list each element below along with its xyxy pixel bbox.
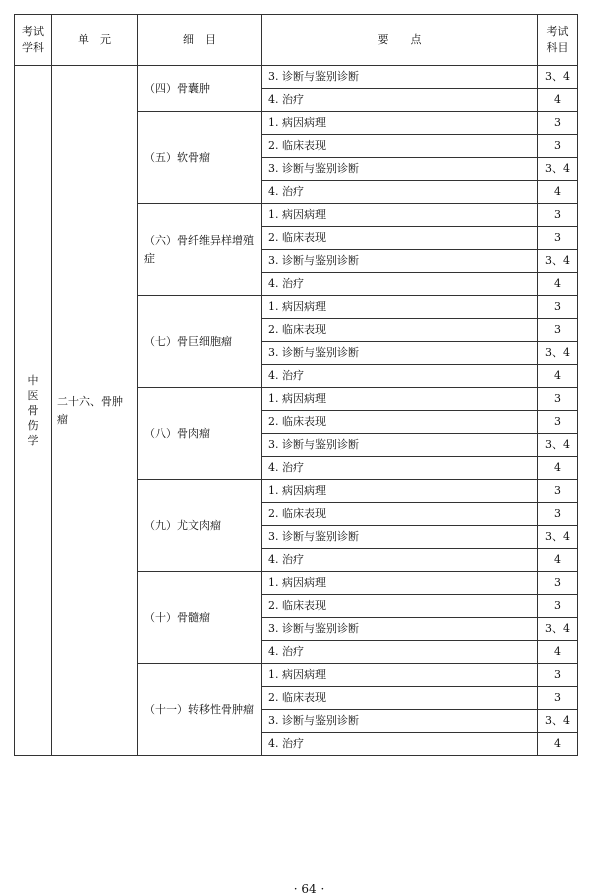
level-cell: 3、4	[538, 250, 578, 273]
level-cell: 3	[538, 296, 578, 319]
detail-cell: （四）骨囊肿	[138, 66, 262, 112]
syllabus-page	[14, 14, 577, 896]
table-row	[15, 66, 578, 89]
level-cell: 4	[538, 181, 578, 204]
level-cell: 3	[538, 411, 578, 434]
point-cell: 1. 病因病理	[262, 388, 538, 411]
level-cell: 3	[538, 595, 578, 618]
point-cell: 2. 临床表现	[262, 687, 538, 710]
point-cell: 2. 临床表现	[262, 227, 538, 250]
level-cell: 3、4	[538, 618, 578, 641]
point-cell: 2. 临床表现	[262, 319, 538, 342]
level-cell: 3	[538, 480, 578, 503]
point-cell: 4. 治疗	[262, 181, 538, 204]
point-cell: 4. 治疗	[262, 89, 538, 112]
point-cell: 3. 诊断与鉴别诊断	[262, 158, 538, 181]
point-cell: 1. 病因病理	[262, 112, 538, 135]
detail-cell: （七）骨巨细胞瘤	[138, 296, 262, 388]
point-cell: 4. 治疗	[262, 273, 538, 296]
level-cell: 4	[538, 733, 578, 756]
point-cell: 1. 病因病理	[262, 480, 538, 503]
level-cell: 3、4	[538, 342, 578, 365]
detail-cell: （五）软骨瘤	[138, 112, 262, 204]
level-cell: 4	[538, 457, 578, 480]
level-cell: 4	[538, 549, 578, 572]
point-cell: 3. 诊断与鉴别诊断	[262, 710, 538, 733]
level-cell: 3	[538, 687, 578, 710]
level-cell: 3	[538, 664, 578, 687]
detail-cell: （八）骨肉瘤	[138, 388, 262, 480]
level-cell: 3	[538, 572, 578, 595]
level-cell: 4	[538, 273, 578, 296]
level-cell: 3、4	[538, 66, 578, 89]
detail-cell: （十）骨髓瘤	[138, 572, 262, 664]
level-cell: 3	[538, 388, 578, 411]
level-cell: 3	[538, 204, 578, 227]
point-cell: 3. 诊断与鉴别诊断	[262, 342, 538, 365]
detail-cell: （六）骨纤维异样增殖症	[138, 204, 262, 296]
level-cell: 3、4	[538, 158, 578, 181]
level-cell: 3、4	[538, 710, 578, 733]
header-subject: 考试学科	[15, 15, 52, 66]
subject-cell: 中医骨伤学	[15, 66, 52, 756]
level-cell: 3	[538, 227, 578, 250]
syllabus-table	[14, 14, 578, 756]
level-cell: 3、4	[538, 526, 578, 549]
header-points: 要 点	[262, 15, 538, 66]
level-cell: 3、4	[538, 434, 578, 457]
level-cell: 3	[538, 503, 578, 526]
point-cell: 1. 病因病理	[262, 572, 538, 595]
point-cell: 4. 治疗	[262, 549, 538, 572]
point-cell: 1. 病因病理	[262, 296, 538, 319]
level-cell: 4	[538, 89, 578, 112]
point-cell: 2. 临床表现	[262, 595, 538, 618]
point-cell: 2. 临床表现	[262, 135, 538, 158]
point-cell: 1. 病因病理	[262, 664, 538, 687]
table-header-row	[15, 15, 578, 66]
level-cell: 4	[538, 641, 578, 664]
header-level: 考试科目	[538, 15, 578, 66]
point-cell: 3. 诊断与鉴别诊断	[262, 66, 538, 89]
point-cell: 3. 诊断与鉴别诊断	[262, 250, 538, 273]
point-cell: 4. 治疗	[262, 365, 538, 388]
point-cell: 3. 诊断与鉴别诊断	[262, 434, 538, 457]
header-detail: 细 目	[138, 15, 262, 66]
page-number: · 64 ·	[293, 882, 325, 896]
point-cell: 3. 诊断与鉴别诊断	[262, 618, 538, 641]
detail-cell: （十一）转移性骨肿瘤	[138, 664, 262, 756]
point-cell: 4. 治疗	[262, 457, 538, 480]
level-cell: 4	[538, 365, 578, 388]
point-cell: 2. 临床表现	[262, 503, 538, 526]
point-cell: 3. 诊断与鉴别诊断	[262, 526, 538, 549]
level-cell: 3	[538, 319, 578, 342]
point-cell: 1. 病因病理	[262, 204, 538, 227]
detail-cell: （九）尤文肉瘤	[138, 480, 262, 572]
unit-cell: 二十六、骨肿瘤	[52, 66, 138, 756]
table-body	[15, 66, 578, 756]
level-cell: 3	[538, 112, 578, 135]
point-cell: 4. 治疗	[262, 733, 538, 756]
header-unit: 单 元	[52, 15, 138, 66]
point-cell: 2. 临床表现	[262, 411, 538, 434]
point-cell: 4. 治疗	[262, 641, 538, 664]
level-cell: 3	[538, 135, 578, 158]
